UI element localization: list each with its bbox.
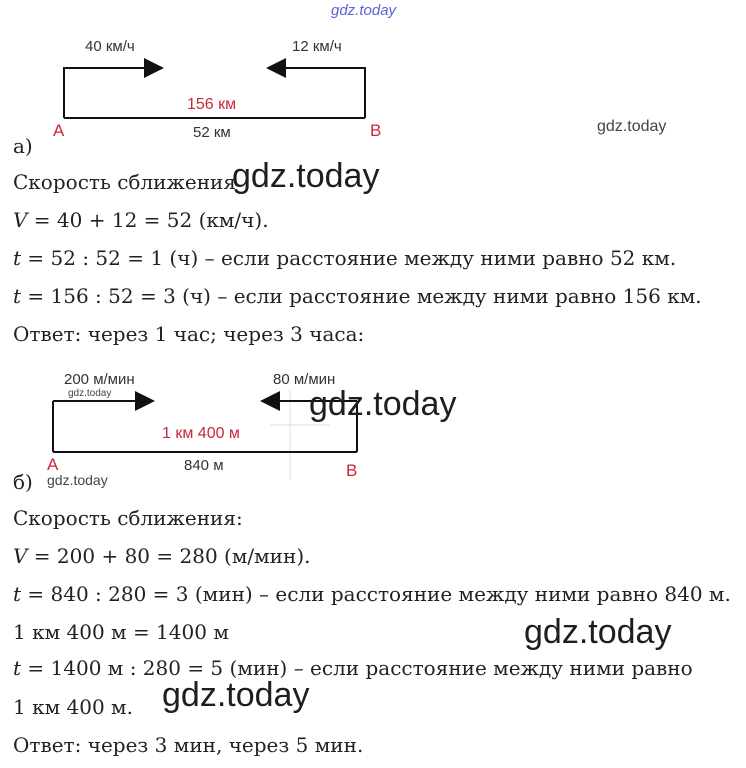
watermark-small-b: gdz.today xyxy=(47,472,108,488)
watermark-big-1: gdz.today xyxy=(232,157,380,195)
part-b-answer: Ответ: через 3 мин, через 5 мин. xyxy=(13,733,364,757)
part-a-approach-label: Скорость сближения xyxy=(13,170,236,194)
diagram-b-right-speed: 80 м/мин xyxy=(273,371,336,388)
diagram-a-point-a: A xyxy=(53,121,65,140)
part-a-t2-line xyxy=(13,284,702,308)
diagram-a-distance-red: 156 км xyxy=(187,96,237,113)
var-v: V xyxy=(13,544,28,568)
watermark-tiny: gdz.today xyxy=(68,388,112,399)
part-b-t2-cont: 1 км 400 м. xyxy=(13,695,133,719)
diagram-b-point-a: A xyxy=(47,455,59,474)
diagram-a-left-speed: 40 км/ч xyxy=(85,38,135,55)
part-b-t2-line xyxy=(13,656,693,680)
part-a-v-expr: = 40 + 12 = 52 (км/ч). xyxy=(27,208,269,232)
diagram-b-point-b: B xyxy=(346,461,358,480)
var-t: t xyxy=(13,656,22,680)
diagram-b-left-speed: 200 м/мин xyxy=(64,371,135,388)
part-a-t2-expr: = 156 : 52 = 3 (ч) – если расстояние между ними равно 156 км. xyxy=(21,284,702,308)
var-t: t xyxy=(13,582,22,606)
part-b-t1-expr: = 840 : 280 = 3 (мин) – если расстояние между ними равно 840 м. xyxy=(21,582,731,606)
watermark-top: gdz.today xyxy=(331,2,397,19)
part-a-v-line xyxy=(13,208,269,232)
diagram-a-point-b: B xyxy=(370,121,382,140)
part-b-conversion: 1 км 400 м = 1400 м xyxy=(13,620,229,644)
var-t: t xyxy=(13,246,22,270)
watermark-small-a: gdz.today xyxy=(597,118,667,135)
diagram-b-distance-red: 1 км 400 м xyxy=(162,425,240,442)
part-b-approach-label: Скорость сближения: xyxy=(13,506,243,530)
diagram-a-distance: 52 км xyxy=(193,124,231,141)
part-a-label: а) xyxy=(13,134,33,158)
var-v: V xyxy=(13,208,28,232)
part-b-t1-line xyxy=(13,582,731,606)
watermark-big-4: gdz.today xyxy=(162,676,310,714)
watermark-big-3: gdz.today xyxy=(524,613,672,651)
part-b-v-expr: = 200 + 80 = 280 (м/мин). xyxy=(27,544,311,568)
watermark-big-2: gdz.today xyxy=(309,385,457,423)
part-b-v-line xyxy=(13,544,311,568)
part-b-label: б) xyxy=(13,470,33,494)
part-a-t1-line xyxy=(13,246,676,270)
part-a-answer: Ответ: через 1 час; через 3 часа: xyxy=(13,322,365,346)
part-b-t2-expr: = 1400 м : 280 = 5 (мин) – если расстояние между ними равно xyxy=(21,656,693,680)
var-t: t xyxy=(13,284,22,308)
diagram-b-distance: 840 м xyxy=(184,457,224,474)
diagram-a-right-speed: 12 км/ч xyxy=(292,38,342,55)
part-a-t1-expr: = 52 : 52 = 1 (ч) – если расстояние между ними равно 52 км. xyxy=(21,246,677,270)
